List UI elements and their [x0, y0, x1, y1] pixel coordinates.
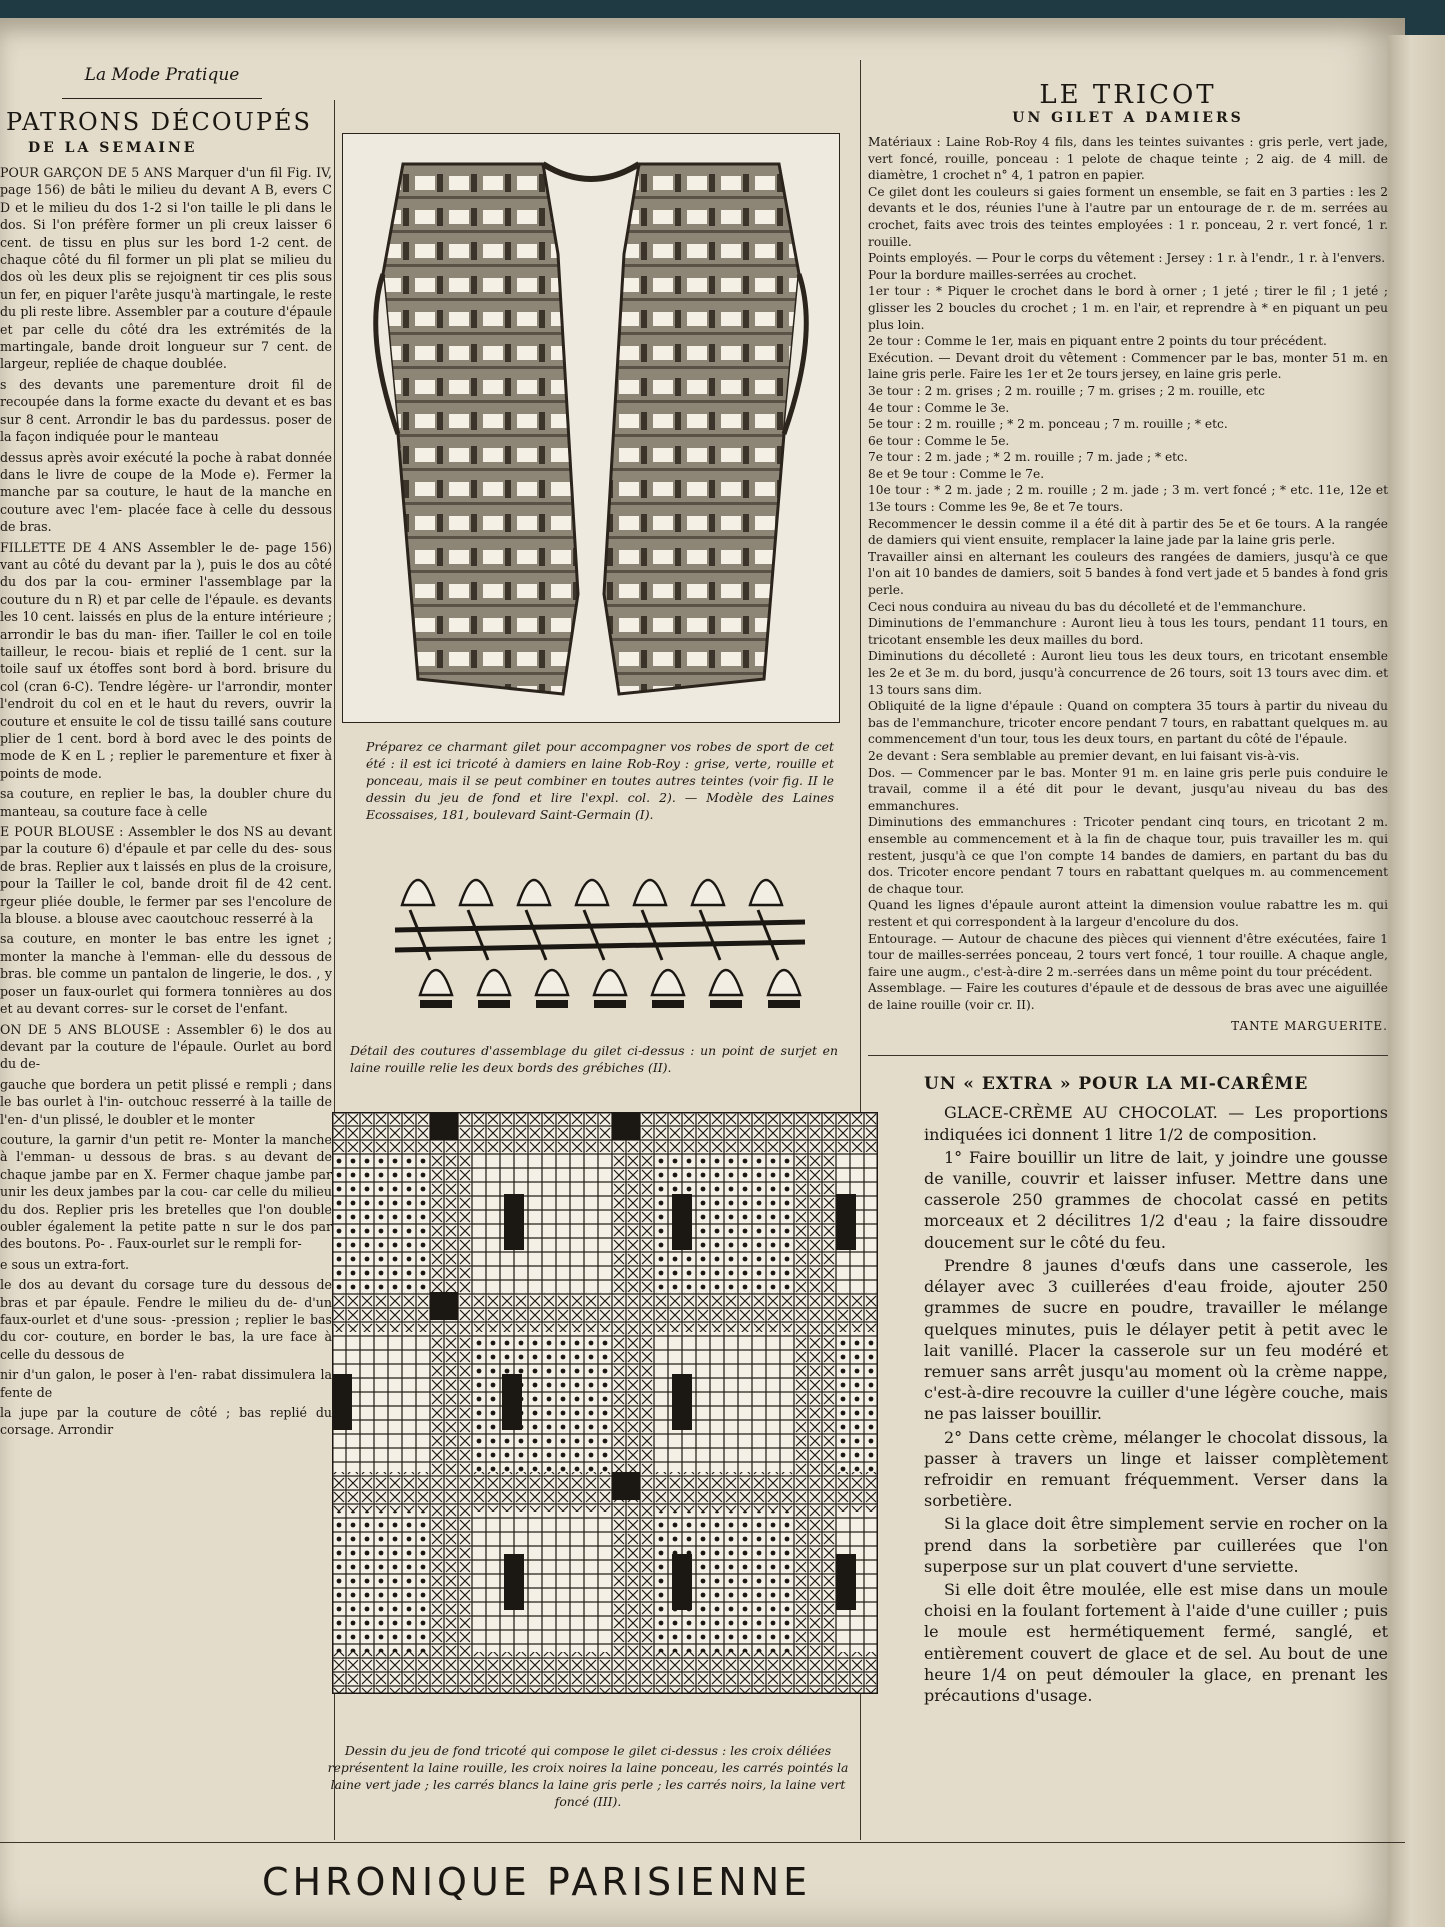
tricot-paragraph: Diminutions des emmanchures : Tricoter pendant cinq tours, en tricotant 2 m. ensemble au commencement et à la fin de chaque tour, puis travailler les m. qui restent, jusqu'à ce que l'on compte 14 bandes de damiers, en partant du bas du dos. Tricoter encore pendant 7 tours en rabattant quelques m. au commencement de chaque tour.	[868, 815, 1388, 896]
section-rule	[868, 1055, 1388, 1056]
tricot-paragraph: Quand les lignes d'épaule auront atteint la dimension voulue rabattre les m. qui restent et qui correspondent à la largeur d'encolure du dos.	[868, 898, 1388, 929]
patrons-paragraph: E POUR BLOUSE : Assembler le dos NS au devant par la couture 6) d'épaule et par celle du des- sous de bras. Replier aux t laissés en plus de la croisure, pour la Tailler le col, bande droit fil de 42 cent. rgeur pliée double, le fermer par ses l'encolure de la blouse. a blouse avec caoutchouc resserré à la	[0, 824, 332, 927]
extra-paragraph: Si elle doit être moulée, elle est mise dans un moule choisi en la foulant fortement à l'aide d'une cuiller ; puis le moule est hermétiquement fermé, sanglé, et entièrement couvert de glace et de sel. Au bout de une heure 1/4 on peut démouler la glace, en prenant les précautions d'usage.	[924, 1579, 1388, 1705]
extra-paragraph: 2° Dans cette crème, mélanger le chocolat dissous, la passer à travers un linge et laisser complètement refroidir en remuant fréquemment. Verser dans la sorbetière.	[924, 1427, 1388, 1511]
tricot-subtitle: UN GILET A DAMIERS	[1012, 110, 1244, 126]
tricot-title: LE TRICOT	[1039, 80, 1217, 110]
tricot-paragraph: Ceci nous conduira au niveau du bas du décolleté et de l'emmanchure.	[868, 599, 1307, 614]
tricot-paragraph: 1er tour : * Piquer le crochet dans le bord à orner ; 1 jeté ; tirer le fil ; 1 jeté ; glisser les 2 boucles du crochet ; 1 m. en l'air, et reprendre à * en piquant un peu plus loin.	[868, 284, 1388, 332]
patrons-paragraph: sa couture, en monter le bas entre les ignet ; monter la manche à l'emman- elle du dessous de bras. ble comme un pantalon de lingerie, le dos. , y poser un faux-ourlet qui formera tonnières au dos et au devant corres- sur le corset de l'enfant.	[0, 931, 332, 1017]
patrons-paragraph: le dos au devant du corsage ture du dessous de bras et par épaule. Fendre le milieu du de- d'un faux-ourlet et d'une sous- -pression ; replier le bas du cor- couture, en border le bas, la ure face à celle du dessous de	[0, 1277, 332, 1362]
patrons-paragraph: dessus après avoir exécuté la poche à rabat donnée dans le livre de coupe de la Mode e). Fermer la manche par sa couture, le haut de la manche en couture avec l'em- placée face à celle du dessous de bras.	[0, 449, 332, 535]
extra-body	[868, 1102, 1388, 1706]
tricot-paragraph: Dos. — Commencer par le bas. Monter 91 m. en laine gris perle puis conduire le travail, comme il a été dit pour le devant, jusqu'au niveau du bas des emmanchures.	[868, 765, 1388, 813]
tricot-paragraph: 6e tour : Comme le 5e.	[868, 433, 1010, 448]
tricot-paragraph: Travailler ainsi en alternant les couleurs des rangées de damiers, jusqu'à ce que l'on ait 10 bandes de damiers, soit 5 bandes à fond vert jade et 5 bandes à fond gris perle.	[868, 549, 1388, 598]
photo-caption: Préparez ce charmant gilet pour accompagner vos robes de sport de cet été : il est ici tricoté à damiers en laine Rob-Roy : grise, verte, rouille et ponceau, mais il se peut combiner en toutes autres teintes (voir fig. II le dessin du jeu de fond et lire l'expl. col. 2). — Modèle des Laines Ecossaises, 181, boulevard Saint-Germain (I).	[366, 739, 834, 822]
footer-rule	[0, 1842, 1405, 1843]
tricot-body	[868, 134, 1388, 1013]
extra-title: UN « EXTRA » POUR LA MI-CARÊME	[924, 1074, 1309, 1095]
extra-paragraph: Si la glace doit être simplement servie en rocher on la prend dans la sorbetière par cuillerées que l'on superpose sur un plat couvert d'une serviette.	[924, 1514, 1388, 1576]
grid-caption: Dessin du jeu de fond tricoté qui compose le gilet ci-dessus : les croix déliées représentent la laine rouille, les croix noires la laine ponceau, les carrés pointés la laine vert jade ; les carrés blancs la laine gris perle ; les carrés noirs, la laine vert foncé (III).	[327, 1743, 849, 1809]
extra-paragraph: Prendre 8 jaunes d'œufs dans une casserole, les délayer avec 3 cuillerées d'eau froide, ajouter 250 grammes de sucre en poudre, travailler le mélange quelques minutes, puis le délayer petit à petit avec le lait vanillé. Placer la casserole sur un feu modéré et remuer sans arrêt jusqu'au moment où la crème nappe, c'est-à-dire recouvre la cuiller d'une légère couche, mais ne pas laisser bouillir.	[924, 1255, 1388, 1424]
vest-illustration	[343, 134, 839, 722]
patrons-paragraph: ON DE 5 ANS BLOUSE : Assembler 6) le dos au devant par la couture de l'épaule. Ourlet au bord du de-	[0, 1021, 332, 1072]
tricot-paragraph: Entourage. — Autour de chacune des pièces qui viennent d'être exécutées, faire 1 tour de mailles-serrées ponceau, 2 tours vert foncé, 1 tour rouille. A chaque angle, faire une augm., c'est-à-dire 2 m.-serrées dans un même point du tour précédent.	[868, 931, 1388, 979]
patrons-body	[0, 164, 332, 1439]
patrons-paragraph: POUR GARÇON DE 5 ANS Marquer d'un fil Fig. IV, page 156) de bâti le milieu du devant A B, evers C D et le milieu du dos 1-2 si l'on taille le pli dans le dos. Si l'on préfère former un pli creux laisser 6 cent. de tissu en plus sur les bord 1-2 cent. de chaque côté du fil former un pli plat se milieu du dos où les deux plis se rejoignent tir ces plis sous un fer, en piquer l'arête jusqu'à martingale, le reste du pli reste libre. Assembler par a couture d'épaule et par celle du côté dra les extrémités de la martingale, bande droit longueur sur 7 cent. de largeur, repliée de chaque doublée.	[0, 165, 332, 372]
patrons-paragraph: nir d'un galon, le poser à l'en- rabat dissimulera la fente de	[0, 1367, 332, 1400]
tricot-paragraph: Ce gilet dont les couleurs si gaies forment un ensemble, se fait en 3 parties : les 2 devants et le dos, réunies l'une à l'autre par un entourage de r. de m. serrées au crochet, faits avec trois des teintes employées : 1 r. ponceau, 2 r. vert foncé, 1 r. rouille.	[868, 184, 1388, 249]
tricot-paragraph: 10e tour : * 2 m. jade ; 2 m. rouille ; 2 m. jade ; 3 m. vert foncé ; * etc. 11e, 12e et 13e tours : Comme les 9e, 8e et 7e tours.	[868, 483, 1388, 515]
masthead: La Mode Pratique	[62, 58, 262, 99]
tricot-paragraph: 4e tour : Comme le 3e.	[868, 400, 1010, 415]
patrons-paragraph: sa couture, en replier le bas, la doubler chure du manteau, sa couture face à celle	[0, 786, 332, 819]
patrons-column	[0, 108, 332, 1798]
tricot-paragraph: 3e tour : 2 m. grises ; 2 m. rouille ; 7 m. grises ; 2 m. rouille, etc	[868, 383, 1265, 398]
tricot-paragraph: Matériaux : Laine Rob-Roy 4 fils, dans les teintes suivantes : gris perle, vert jade, vert foncé, rouille, ponceau : 1 pelote de chaque teinte ; 2 aig. de 4 mill. de diamètre, 1 crochet n° 4, 1 patron en papier.	[868, 135, 1388, 183]
tricot-signature: TANTE MARGUERITE.	[1231, 1019, 1388, 1034]
tricot-paragraph: Recommencer le dessin comme il a été dit à partir des 5e et 6e tours. A la rangée de damiers qui vient ensuite, remplacer la laine jade par la laine gris perle.	[868, 516, 1388, 548]
patrons-title: PATRONS DÉCOUPÉS	[6, 108, 312, 136]
extra-paragraph: 1° Faire bouillir un litre de lait, y joindre une gousse de vanille, couvrir et laisser infuser. Mettre dans une casserole 250 grammes de chocolat cassé en petits morceaux et 2 décilitres 1/2 d'eau ; la faire dissoudre doucement sur le côté du feu.	[924, 1147, 1388, 1252]
tricot-paragraph: 2e devant : Sera semblable au premier devant, en lui faisant vis-à-vis.	[868, 748, 1300, 763]
next-page-edge	[1388, 35, 1445, 1927]
tricot-paragraph: Pour la bordure mailles-serrées au crochet.	[868, 267, 1137, 282]
tricot-column	[868, 78, 1388, 1838]
tricot-paragraph: Diminutions du décolleté : Auront lieu tous les deux tours, en tricotant ensemble les 2e et 3e m. du bord, jusqu'à concurrence de 26 tours, soit 13 tours avec dim. et 13 tours sans dim.	[868, 649, 1388, 697]
tricot-paragraph: 7e tour : 2 m. jade ; * 2 m. rouille ; 7 m. jade ; * etc.	[868, 450, 1188, 465]
tricot-paragraph: Assemblage. — Faire les coutures d'épaule et de dessous de bras avec une aiguillée de laine rouille (voir cr. II).	[868, 981, 1388, 1012]
knitting-grid-chart	[332, 1112, 878, 1694]
patrons-subtitle: DE LA SEMAINE	[28, 140, 198, 156]
tricot-paragraph: Exécution. — Devant droit du vêtement : Commencer par le bas, monter 51 m. en laine gris perle. Faire les 1er et 2e tours jersey, en laine gris perle.	[868, 350, 1388, 382]
tricot-paragraph: Diminutions de l'emmanchure : Auront lieu à tous les tours, pendant 11 tours, en tricotant ensemble les deux mailles du bord.	[868, 616, 1388, 647]
patrons-paragraph: s des devants une parementure droit fil de recoupée dans la forme exacte du devant et es bas sur 8 cent. Arrondir le bas du pardessus. poser de la façon indiquée pour le manteau	[0, 376, 332, 445]
tricot-paragraph: 5e tour : 2 m. rouille ; * 2 m. ponceau ; 7 m. rouille ; * etc.	[868, 417, 1228, 432]
patrons-paragraph: FILLETTE DE 4 ANS Assembler le de- page 156) vant au côté du devant par la ), puis le dos au côté du dos par la cou- erminer l'assemblage par la couture du n R) et par celle de l'épaule. es devants les 10 cent. laissés en plus de la enture intérieure ; arrondir le bas du man- ifier. Tailler le col en toile tailleur, le recou- biais et replié de 1 cent. sur la toile sauf ux étoffes sont bord à bord. brisure du col (cran 6-C). Tendre légère- ur l'arrondir, monter l'endroit du col en et le haut du revers, ouvrir la couture et ensuite le col de tissu taillé sans couture plier de 1 cent. bord à bord avec le des points de mode de K en L ; replier le parementure et fixer à points de mode.	[0, 539, 332, 781]
tricot-paragraph: 8e et 9e tour : Comme le 7e.	[868, 466, 1045, 481]
vest-photo	[342, 133, 840, 723]
patrons-paragraph: la jupe par la couture de côté ; bas replié du corsage. Arrondir	[0, 1405, 332, 1438]
tricot-paragraph: Obliquité de la ligne d'épaule : Quand on comptera 35 tours à partir du niveau du bas de l'emmanchure, tricoter encore pendant 7 tours, en rabattant quelques m. au commencement d'un tour, tous les deux tours, en partant du côté de l'épaule.	[868, 699, 1388, 747]
detail-caption: Détail des coutures d'assemblage du gilet ci-dessus : un point de surjet en laine rouille relie les deux bords des grébiches (II).	[350, 1043, 838, 1075]
patrons-paragraph: e sous un extra-fort.	[0, 1256, 130, 1272]
tricot-paragraph: 2e tour : Comme le 1er, mais en piquant entre 2 points du tour précédent.	[868, 334, 1327, 349]
seam-detail-drawing	[390, 850, 810, 1020]
patrons-paragraph: gauche que bordera un petit plissé e rempli ; dans le bas ourlet à l'in- outchouc resserré à la taille de l'en- d'un plissé, le doubler et le monter	[0, 1076, 332, 1127]
extra-paragraph: GLACE-CRÈME AU CHOCOLAT. — Les proportions indiquées ici donnent 1 litre 1/2 de composition.	[924, 1103, 1388, 1144]
tricot-paragraph: Points employés. — Pour le corps du vêtement : Jersey : 1 r. à l'endr., 1 r. à l'envers.	[868, 251, 1386, 266]
patrons-paragraph: couture, la garnir d'un petit re- Monter la manche à l'emman- u dessous de bras. s au devant de chaque jambe par en X. Fermer chaque jambe par unir les deux jambes par la cou- car celle du milieu du dos. Replier pris les bretelles que l'on double oubler également la petite patte n sur le dos par des boutons. Po- . Faux-ourlet sur le rempli for-	[0, 1131, 332, 1252]
footer-heading: CHRONIQUE PARISIENNE	[262, 1860, 812, 1904]
